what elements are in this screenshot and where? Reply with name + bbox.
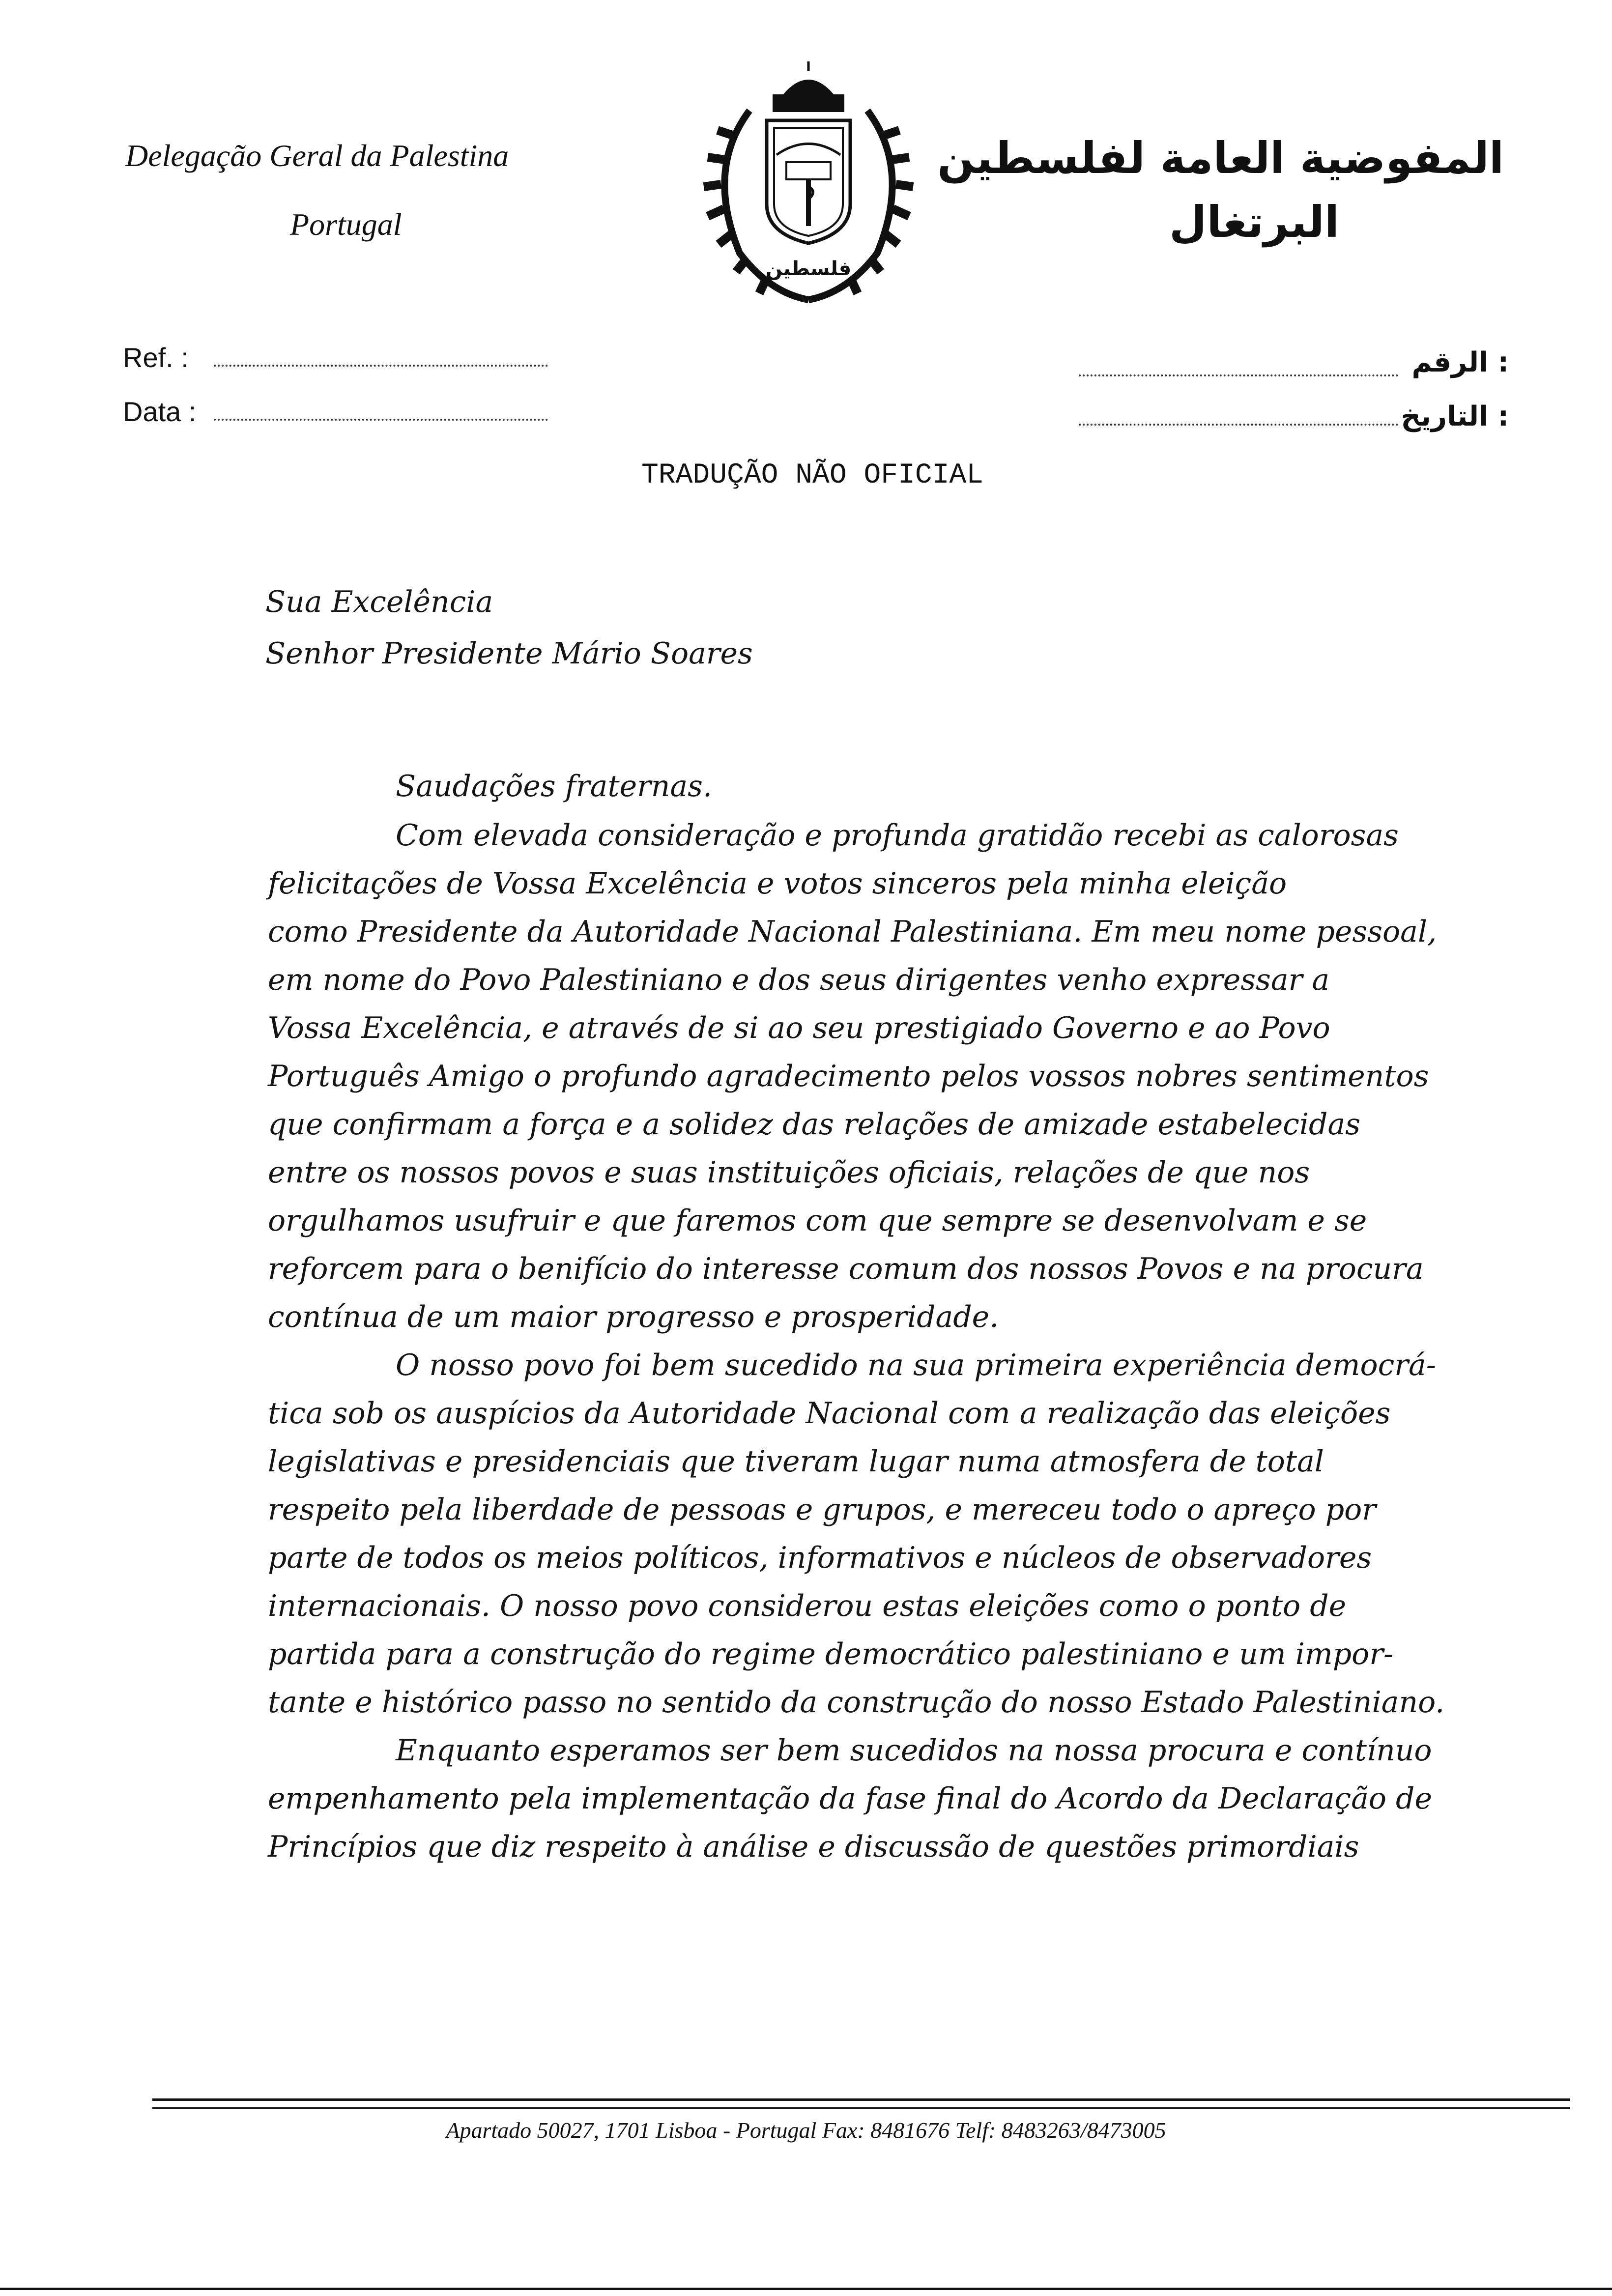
date-field-line bbox=[214, 419, 548, 421]
page-edge-line bbox=[0, 2288, 1612, 2290]
body-line: orgulhamos usufruir e que faremos com que sempre se desenvolvam e se bbox=[268, 1204, 1367, 1238]
salutation-title: Sua Excelência bbox=[265, 585, 493, 619]
salutation-recipient: Senhor Presidente Mário Soares bbox=[265, 636, 753, 671]
body-line: legislativas e presidenciais que tiveram lugar numa atmosfera de total bbox=[268, 1444, 1324, 1479]
body-line: reforcem para o benifício do interesse comum dos nossos Povos e na procura bbox=[268, 1252, 1424, 1286]
footer-rule bbox=[152, 2098, 1570, 2101]
org-country-ar: البرتغال bbox=[1169, 197, 1339, 247]
palestine-emblem-logo bbox=[686, 57, 931, 322]
date-label: Data : bbox=[123, 396, 197, 427]
body-line: empenhamento pela implementação da fase final do Acordo da Declaração de bbox=[268, 1781, 1432, 1816]
body-line: Princípios que diz respeito à análise e discussão de questões primordiais bbox=[268, 1830, 1359, 1864]
ref-label-ar: : الرقم bbox=[1411, 346, 1509, 378]
greeting: Saudações fraternas. bbox=[396, 769, 713, 804]
translation-note: TRADUÇÃO NÃO OFICIAL bbox=[641, 459, 984, 491]
body-line: Com elevada consideração e profunda gratidão recebi as calorosas bbox=[396, 818, 1399, 853]
date-field-line-ar bbox=[1079, 424, 1398, 426]
body-line: como Presidente da Autoridade Nacional Palestiniana. Em meu nome pessoal, bbox=[268, 915, 1437, 949]
body-line: internacionais. O nosso povo considerou estas eleições como o ponto de bbox=[268, 1589, 1347, 1623]
footer-address: Apartado 50027, 1701 Lisboa - Portugal Fax: 8481676 Telf: 8483263/8473005 bbox=[446, 2118, 1166, 2143]
ref-field-line bbox=[214, 365, 548, 367]
body-line: Enquanto esperamos ser bem sucedidos na nossa procura e contínuo bbox=[396, 1733, 1432, 1768]
body-line: Vossa Excelência, e através de si ao seu prestigiado Governo e ao Povo bbox=[268, 1011, 1330, 1045]
emblem-caption: فلسطين bbox=[765, 258, 852, 280]
body-line: partida para a construção do regime democrático palestiniano e um impor- bbox=[268, 1637, 1394, 1671]
body-line: O nosso povo foi bem sucedido na sua primeira experiência democrá- bbox=[396, 1348, 1436, 1382]
body-line: entre os nossos povos e suas instituições oficiais, relações de que nos bbox=[268, 1155, 1310, 1190]
body-line: Português Amigo o profundo agradecimento pelos vossos nobres sentimentos bbox=[268, 1059, 1429, 1093]
footer-rule bbox=[152, 2107, 1570, 2109]
body-line: respeito pela liberdade de pessoas e grupos, e mereceu todo o apreço por bbox=[268, 1492, 1376, 1527]
ref-label: Ref. : bbox=[123, 342, 189, 373]
body-line: tante e histórico passo no sentido da construção do nosso Estado Palestiniano. bbox=[268, 1685, 1445, 1720]
body-line: parte de todos os meios políticos, informativos e núcleos de observadores bbox=[268, 1541, 1372, 1575]
body-line: em nome do Povo Palestiniano e dos seus dirigentes venho expressar a bbox=[268, 963, 1330, 997]
body-line: que confirmam a força e a solidez das relações de amizade estabelecidas bbox=[268, 1107, 1361, 1142]
date-label-ar: : التاريخ bbox=[1401, 401, 1509, 432]
body-line: contínua de um maior progresso e prosperidade. bbox=[268, 1300, 999, 1334]
body-line: felicitações de Vossa Excelência e votos sinceros pela minha eleição bbox=[268, 866, 1287, 901]
body-line: tica sob os auspícios da Autoridade Nacional com a realização das eleições bbox=[268, 1396, 1391, 1431]
ref-field-line-ar bbox=[1079, 374, 1398, 376]
org-country-pt: Portugal bbox=[290, 207, 402, 242]
org-name-ar: المفوضية العامة لفلسطين bbox=[937, 133, 1504, 183]
org-name-pt: Delegação Geral da Palestina bbox=[125, 138, 509, 173]
